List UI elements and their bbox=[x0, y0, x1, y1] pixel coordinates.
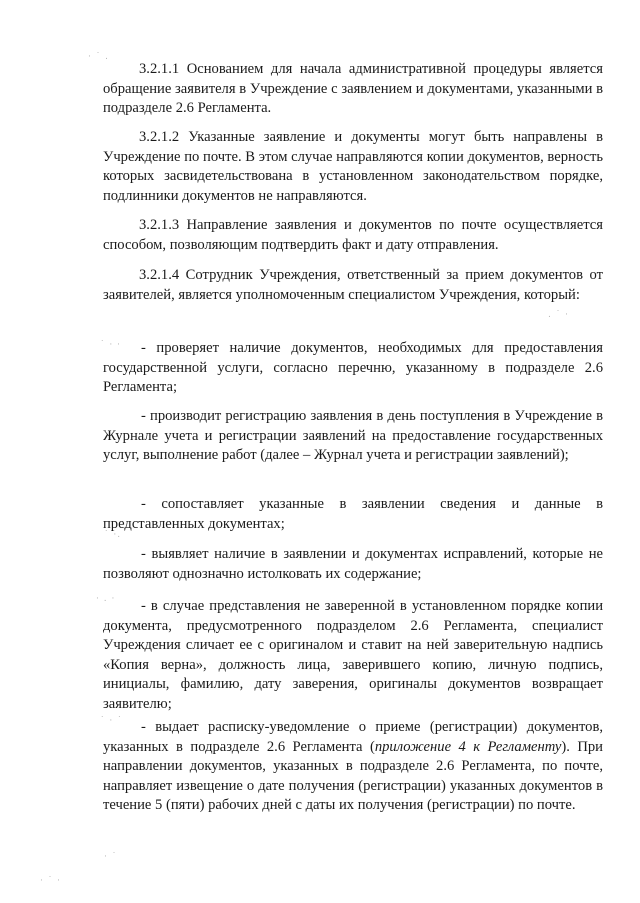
scan-speck: ˙ · · bbox=[100, 340, 121, 350]
list-item-compare-data: - сопоставляет указанные в заявлении сведения и данные в представленных документах; bbox=[103, 496, 603, 532]
list-item-register-application: - производит регистрацию заявления в день поступления в Учреждение в Журнале учета и регистрации заявлений на предоставление государственных услуг, выполнение работ (далее – Журнал учета и регистрации заявлений); bbox=[103, 408, 603, 464]
scan-speck: · ˙ · bbox=[40, 876, 61, 886]
scan-speck: · . · bbox=[96, 594, 116, 604]
appendix-reference: приложение 4 к Регламенту bbox=[374, 738, 562, 755]
paragraph-3-2-1-4: 3.2.1.4 Сотрудник Учреждения, ответственный за прием документов от заявителей, является уполномоченным специалистом Учреждения, который: bbox=[103, 267, 603, 303]
scan-speck: · ˙ . bbox=[88, 52, 109, 62]
paragraph-3-2-1-3: 3.2.1.3 Направление заявления и документов по почте осуществляется способом, позволяющим подтвердить факт и дату отправления. bbox=[103, 217, 603, 253]
scan-speck: ˙ ·. bbox=[104, 530, 122, 540]
paragraph-3-2-1-2: 3.2.1.2 Указанные заявление и документы могут быть направлены в Учреждение по почте. В этом случае направляются копии документов, верность которых засвидетельствована в установленном законодательством порядке, подлинники документов не направляются. bbox=[103, 129, 603, 204]
paragraph-3-2-1-1: 3.2.1.1 Основанием для начала административной процедуры является обращение заявителя в Учреждение с заявлением и документами, указанными в подразделе 2.6 Регламента. bbox=[103, 61, 603, 117]
list-item-detect-corrections: - выявляет наличие в заявлении и документах исправлений, которые не позволяют однозначно истолковать их содержание; bbox=[103, 546, 603, 582]
scan-speck: · ˙ bbox=[104, 852, 118, 862]
scan-speck: . ˙ · bbox=[548, 310, 569, 320]
list-item-certify-copy: - в случае представления не заверенной в установленном порядке копии документа, предусмотренного подразделом 2.6 Регламента, специалист Учреждения сличает ее с оригиналом и ставит на ней заверительную надпись «Копия верна», должность лица, заверившего копию, личную подпись, инициалы, фамилию, дату заверения, оригиналы документов возвращает заявителю; bbox=[103, 598, 603, 712]
receipt-text-end: ). При направлении документов, указанных в подразделе 2.6 Регламента, по почте, направляет извещение о дате получения (регистрации) указанных документов в течение 5 (пяти) рабочих дней с даты их получения (регистрации) по почте. bbox=[103, 738, 603, 814]
list-item-issue-receipt bbox=[103, 718, 603, 816]
receipt-text-start: - выдает расписку-уведомление о приеме (регистрации) документов, указанных в подразделе 2.6 Регламента ( bbox=[103, 719, 603, 755]
list-item-check-documents: - проверяет наличие документов, необходимых для предоставления государственной услуги, согласно перечню, указанному в подразделе 2.6 Регламента; bbox=[103, 340, 603, 396]
scan-speck: ˙ · ˙ bbox=[100, 716, 123, 726]
